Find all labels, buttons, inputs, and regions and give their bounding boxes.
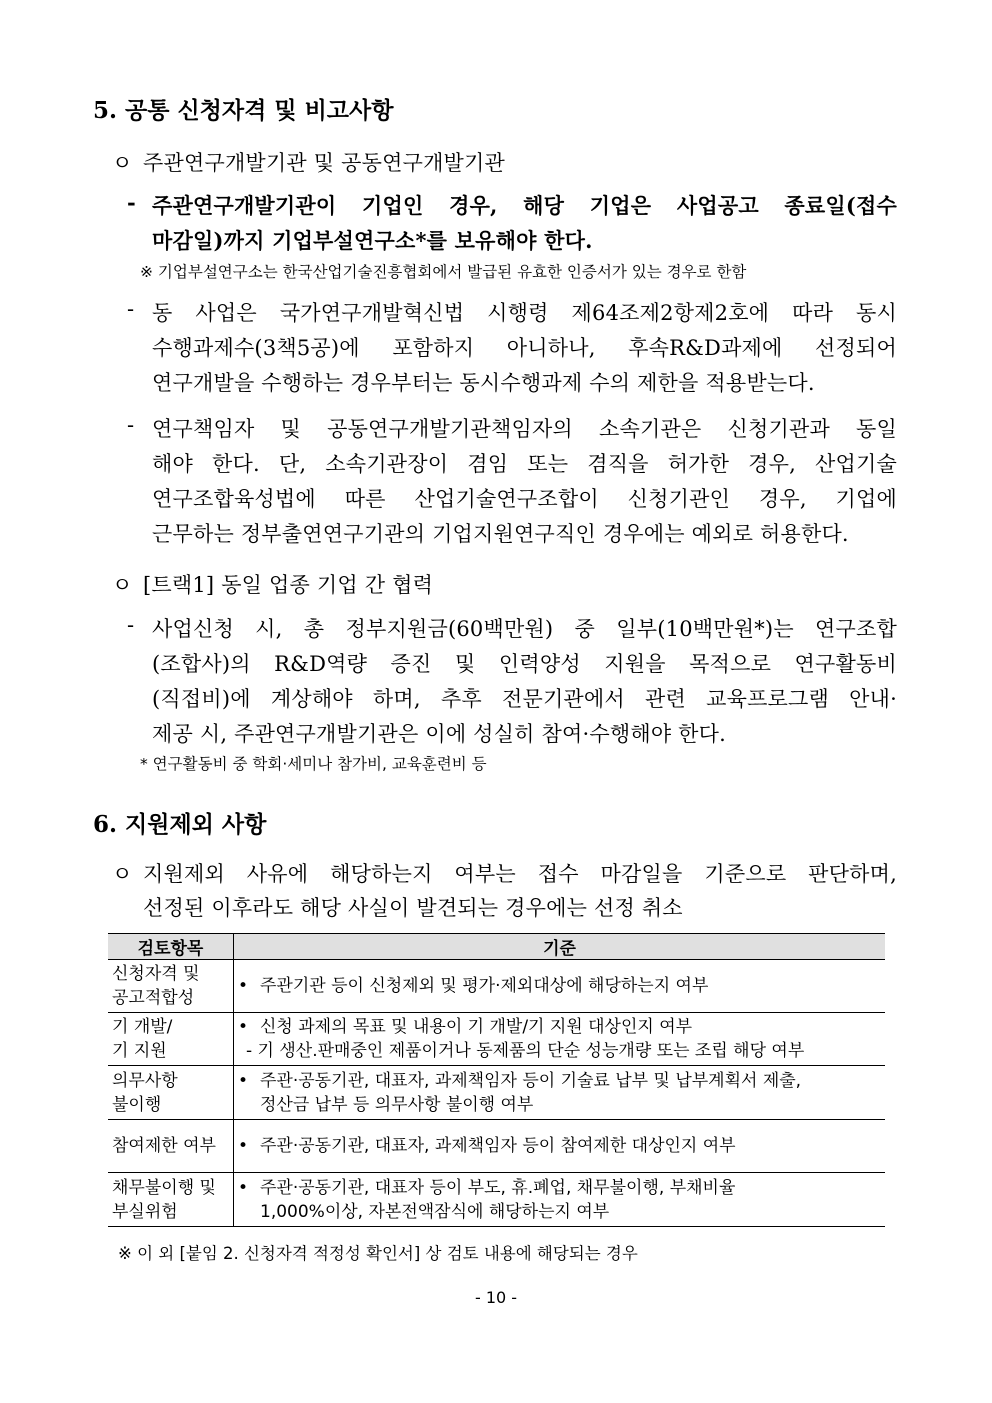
header-criteria: 기준	[234, 934, 886, 960]
s5-i1-d2-line3: 연구개발을 수행하는 경우부터는 동시수행과제 수의 제한을 적용받는다.	[152, 371, 815, 395]
page-number: - 10 -	[474, 1288, 518, 1307]
table-note: ※ 이 외 [붙임 2. 신청자격 적정성 확인서] 상 검토 내용에 해당되는 경우	[118, 1244, 638, 1263]
row-item: 기 개발/ 기 지원	[108, 1013, 234, 1066]
section5-title: 5. 공통 신청자격 및 비고사항	[93, 97, 394, 124]
s5-i2-d1-line1: 사업신청 시, 총 정부지원금(60백만원) 중 일부(10백만원*)는 연구조합	[152, 617, 897, 641]
s5-i2-d1-line3: (직접비)에 계상해야 하며, 추후 전문기관에서 관련 교육프로그램 안내·	[152, 687, 897, 711]
row-criteria	[234, 1173, 886, 1227]
table-row	[108, 1013, 885, 1066]
row-item: 신청자격 및 공고적합성	[108, 960, 234, 1013]
criteria-text: 주관기관 등이 신청제외 및 평가·제외대상에 해당하는지 여부	[260, 976, 709, 996]
s5-i1-note: ※ 기업부설연구소는 한국산업기술진흥협회에서 발급된 유효한 인증서가 있는 경우로 한함	[140, 263, 747, 281]
row-item: 의무사항 불이행	[108, 1066, 234, 1120]
section5-item1-text: 주관연구개발기관 및 공동연구개발기관	[143, 151, 506, 175]
section6-item1-marker: ㅇ	[112, 862, 133, 886]
section6-title: 6. 지원제외 사항	[93, 811, 267, 838]
s5-i2-d1-line2: (조합사)의 R&D역량 증진 및 인력양성 지원을 목적으로 연구활동비	[152, 652, 897, 676]
bullet-glyph: •	[238, 1136, 249, 1156]
criteria-subtext: - 기 생산.판매중인 제품이거나 동제품의 단순 성능개량 또는 조립 해당 여부	[246, 1041, 805, 1061]
s5-i1-d3-line4: 근무하는 정부출연연구기관의 기업지원연구직인 경우에는 예외로 허용한다.	[152, 522, 849, 546]
s5-i1-d3-line2: 해야 한다. 단, 소속기관장이 겸임 또는 겸직을 허가한 경우, 산업기술	[152, 452, 897, 476]
table-row	[108, 1173, 885, 1227]
s5-i1-d3-line3: 연구조합육성법에 따른 산업기술연구조합이 신청기관인 경우, 기업에	[152, 487, 897, 511]
criteria-text: 신청 과제의 목표 및 내용이 기 개발/기 지원 대상인지 여부	[260, 1017, 693, 1037]
bullet-glyph: •	[238, 976, 249, 996]
bullet-glyph: •	[238, 1177, 249, 1198]
criteria-text: 주관·공동기관, 대표자 등이 부도, 휴.폐업, 채무불이행, 부채비율 1,000%이상, 자본전액잠식에 해당하는지 여부	[260, 1177, 736, 1222]
row-criteria	[234, 1066, 886, 1120]
dash-marker: -	[127, 413, 135, 437]
section5-item2-text: [트랙1] 동일 업종 기업 간 협력	[143, 573, 434, 597]
s6-i1-line1: 지원제외 사유에 해당하는지 여부는 접수 마감일을 기준으로 판단하며,	[143, 862, 897, 886]
dash-marker: -	[127, 613, 135, 637]
row-criteria	[234, 1013, 886, 1066]
table-row	[108, 1120, 885, 1173]
table-header-row	[108, 934, 885, 960]
row-item: 참여제한 여부	[108, 1120, 234, 1173]
bullet-glyph: •	[238, 1070, 249, 1091]
s6-i1-line2: 선정된 이후라도 해당 사실이 발견되는 경우에는 선정 취소	[143, 896, 683, 920]
s5-i2-footnote: * 연구활동비 중 학회·세미나 참가비, 교육훈련비 등	[140, 755, 487, 773]
row-criteria	[234, 960, 886, 1013]
criteria-text: 주관·공동기관, 대표자, 과제책임자 등이 참여제한 대상인지 여부	[260, 1136, 736, 1156]
exclusion-criteria-table	[108, 933, 885, 1227]
table-row	[108, 1066, 885, 1120]
row-criteria	[234, 1120, 886, 1173]
s5-i1-d2-line1: 동 사업은 국가연구개발혁신법 시행령 제64조제2항제2호에 따라 동시	[152, 301, 897, 325]
header-review-item: 검토항목	[108, 934, 234, 960]
criteria-text: 주관·공동기관, 대표자, 과제책임자 등이 기술료 납부 및 납부계획서 제출, 정산금 납부 등 의무사항 불이행 여부	[260, 1070, 802, 1115]
bullet-glyph: •	[238, 1017, 249, 1037]
s5-i1-d2-line2: 수행과제수(3책5공)에 포함하지 아니하나, 후속R&D과제에 선정되어	[152, 336, 897, 360]
dash-marker: -	[127, 190, 136, 215]
row-item: 채무불이행 및 부실위험	[108, 1173, 234, 1227]
table-row	[108, 960, 885, 1013]
s5-i1-d3-line1: 연구책임자 및 공동연구개발기관책임자의 소속기관은 신청기관과 동일	[152, 417, 897, 441]
s5-i1-d1-line2: 마감일)까지 기업부설연구소*를 보유해야 한다.	[152, 228, 593, 253]
section5-item2-marker: ㅇ	[112, 573, 133, 597]
s5-i1-d1-line1: 주관연구개발기관이 기업인 경우, 해당 기업은 사업공고 종료일(접수	[152, 193, 897, 218]
dash-marker: -	[127, 297, 135, 321]
section5-item1-marker: ㅇ	[112, 151, 133, 175]
s5-i2-d1-line4: 제공 시, 주관연구개발기관은 이에 성실히 참여·수행해야 한다.	[152, 722, 727, 746]
